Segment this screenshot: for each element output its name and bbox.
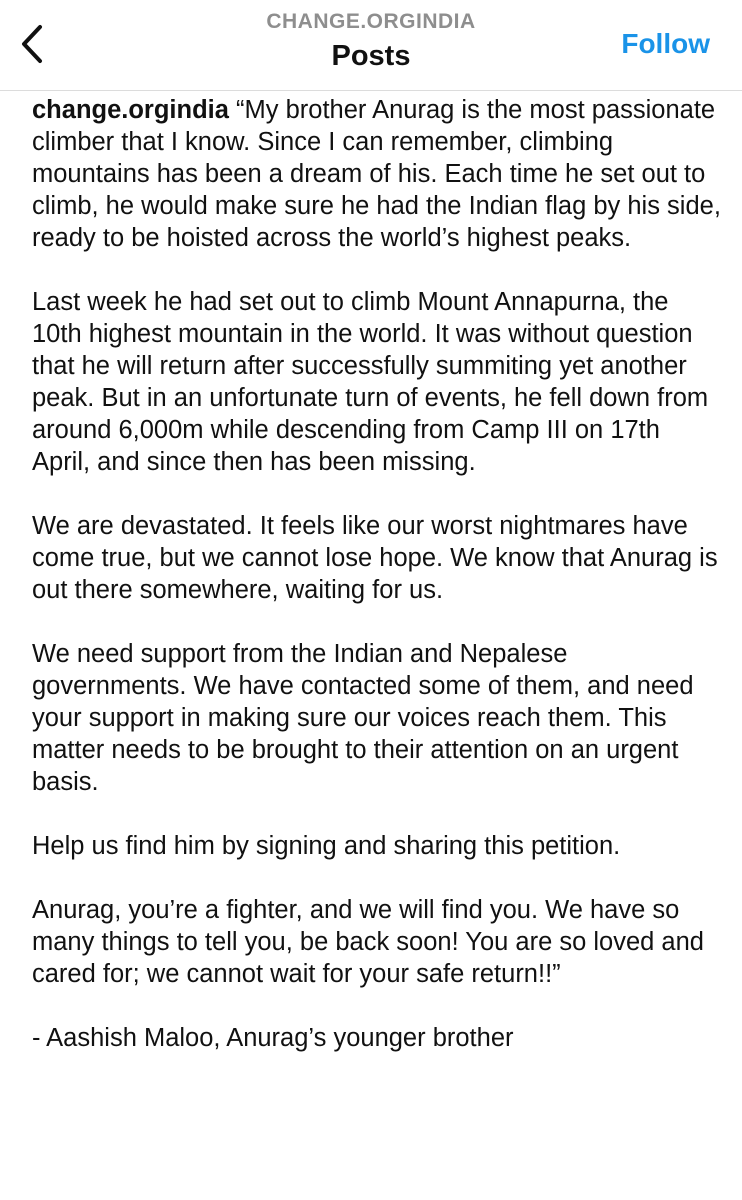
caption-paragraph [32,94,722,254]
page-title: Posts [331,40,411,72]
account-name[interactable]: CHANGE.ORGINDIA [266,10,476,33]
caption-paragraph: Help us find him by signing and sharing this petition. [32,832,621,860]
caption-paragraph: Anurag, you’re a fighter, and we will find you. We have so many things to tell you, be back soon! You are so loved and cared for; we cannot wait for your safe return!!” [32,896,704,988]
caption-signature: - Aashish Maloo, Anurag’s younger brother [32,1024,514,1052]
follow-button[interactable]: Follow [621,28,710,59]
post-caption [32,94,722,1086]
caption-paragraph: We are devastated. It feels like our worst nightmares have come true, but we cannot lose hope. We know that Anurag is out there somewhere, waiting for us. [32,512,718,604]
post-username[interactable]: change.orgindia [32,96,229,124]
top-nav-bar [0,0,742,91]
caption-paragraph: We need support from the Indian and Nepalese governments. We have contacted some of them, and need your support in making sure our voices reach them. This matter needs to be brought to their attention on an urgent basis. [32,640,694,796]
caption-text: “My brother Anurag is the most passionate climber that I know. Since I can remember, climbing mountains has been a dream of his. Each time he set out to climb, he would make sure he had the Indian flag by his side, ready to be hoisted across the world’s highest peaks. [32,96,721,252]
caption-paragraph: Last week he had set out to climb Mount Annapurna, the 10th highest mountain in the world. It was without question that he will return after successfully summiting yet another peak. But in an unfortunate turn of events, he fell down from around 6,000m while descending from Camp III on 17th April, and since then has been missing. [32,288,709,476]
